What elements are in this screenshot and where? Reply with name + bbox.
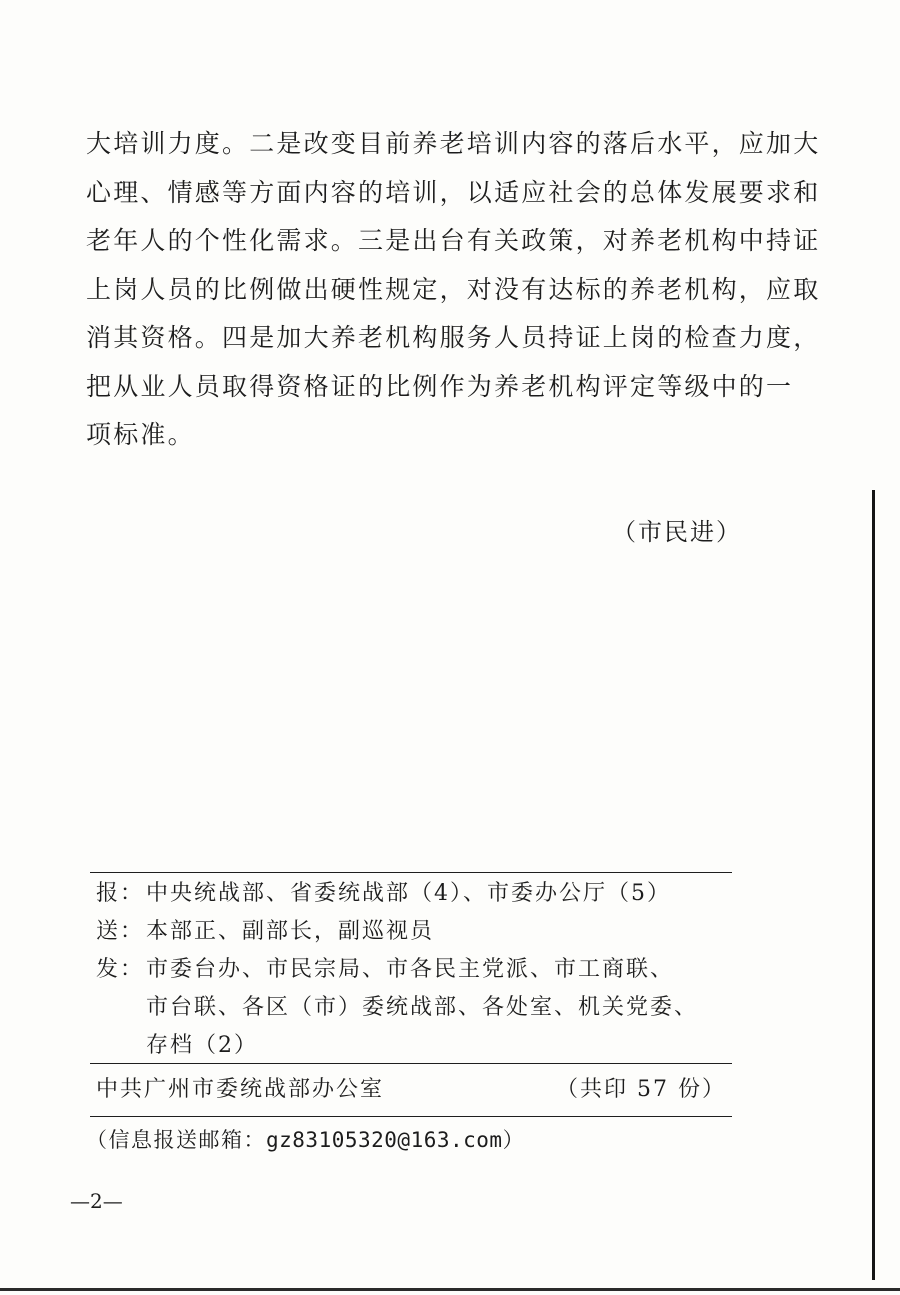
issuing-office: 中共广州市委统战部办公室 (96, 1077, 385, 1102)
body-line-5: 消其资格。四是加大养老机构服务人员持证上岗的检查力度， (86, 323, 821, 352)
distribution-list (96, 875, 736, 1065)
email-label: （信息报送邮箱： (86, 1128, 266, 1152)
divider-bottom (90, 1116, 732, 1117)
issuer-row (96, 1068, 726, 1112)
issue-value-line-2: 市台联、各区（市）委统战部、各处室、机关党委、 (146, 995, 699, 1020)
body-line-7: 项标准。 (86, 420, 195, 449)
body-line-6: 把从业人员取得资格证的比例作为养老机构评定等级中的一 (86, 371, 794, 401)
scan-edge-right (872, 490, 875, 1280)
body-line-1: 大培训力度。二是改变目前养老培训内容的落后水平，应加大 (86, 129, 821, 158)
submission-email (86, 1120, 525, 1160)
body-line-4: 上岗人员的比例做出硬性规定，对没有达标的养老机构，应取 (86, 274, 821, 304)
body-line-2: 心理、情感等方面内容的培训，以适应社会的总体发展要求和 (86, 177, 821, 207)
distribution-send-row (96, 913, 736, 951)
send-label: 送： (96, 919, 145, 944)
distribution-report-row (96, 875, 736, 913)
issue-value-line-3: 存档（2） (146, 1033, 258, 1058)
distribution-issue-row (96, 951, 736, 989)
issue-label: 发： (96, 957, 145, 982)
divider-top (90, 872, 732, 873)
print-copies: （共印 57 份） (556, 1077, 726, 1102)
report-label: 报： (96, 881, 145, 906)
scan-edge-bottom (0, 1288, 900, 1291)
divider-middle (90, 1063, 732, 1064)
email-close: ） (502, 1128, 526, 1152)
distribution-issue-row-3 (96, 1027, 736, 1065)
author-signature: （市民进） (612, 518, 742, 546)
email-address: gz83105320@163.com (266, 1128, 503, 1152)
distribution-issue-row-2 (96, 989, 736, 1027)
body-paragraph (86, 120, 821, 460)
page-number: —2— (70, 1189, 123, 1213)
report-value: 中央统战部、省委统战部（4）、市委办公厅（5） (146, 881, 671, 906)
issue-value-line-1: 市委台办、市民宗局、市各民主党派、市工商联、 (146, 957, 675, 982)
body-line-3: 老年人的个性化需求。三是出台有关政策，对养老机构中持证 (86, 226, 821, 255)
send-value: 本部正、副部长，副巡视员 (146, 919, 435, 944)
